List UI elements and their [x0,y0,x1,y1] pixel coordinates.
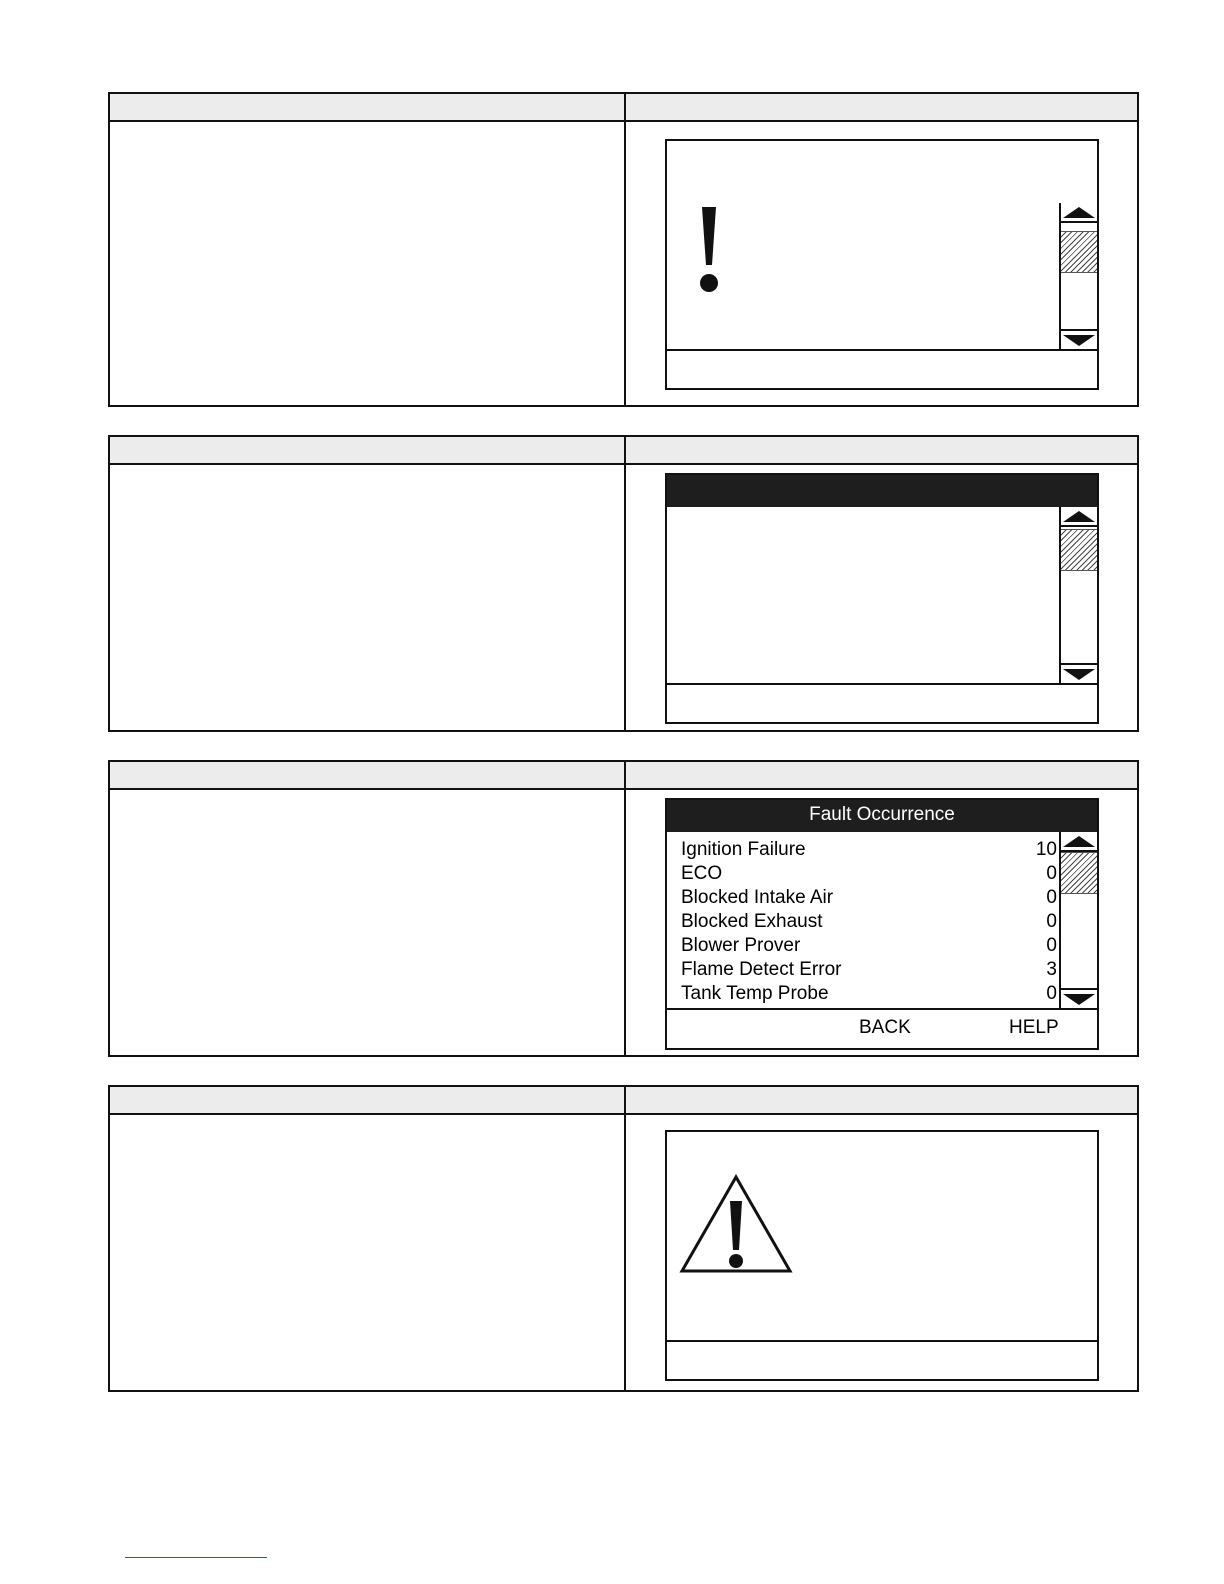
fault-name: Ignition Failure [681,839,806,860]
fault-row[interactable] [681,910,1057,934]
scroll-up-button[interactable] [1061,832,1097,852]
softkey-bar-divider [667,683,1097,685]
scroll-thumb[interactable] [1061,852,1097,894]
screen-title: Fault Occurrence [667,800,1097,832]
fault-count: 0 [1046,863,1057,884]
scroll-down-button[interactable] [1061,988,1097,1008]
column-divider [624,437,626,730]
scroll-thumb[interactable] [1061,529,1097,571]
screen-title-bar [667,475,1097,507]
scrollbar[interactable] [1059,507,1097,683]
footer-link-underline[interactable] [125,1557,267,1558]
warning-triangle-icon [679,1174,793,1274]
section-2 [108,435,1139,732]
fault-count: 3 [1046,959,1057,980]
fault-count: 0 [1046,887,1057,908]
fault-name: Blocked Intake Air [681,887,834,908]
fault-name: ECO [681,863,723,884]
arrow-up-icon [1063,511,1095,522]
softkey-bar-divider [667,1340,1097,1342]
scroll-up-button[interactable] [1061,203,1097,223]
scroll-down-button[interactable] [1061,329,1097,349]
softkey-bar-divider [667,349,1097,351]
section-4 [108,1085,1139,1392]
fault-name: Tank Temp Probe [681,983,829,1004]
fault-row[interactable] [681,838,1057,862]
arrow-up-icon [1063,836,1095,847]
back-button[interactable]: BACK [859,1017,911,1038]
display-screen-fault-occurrence [665,798,1099,1050]
display-screen-menu [665,473,1099,724]
arrow-down-icon [1063,669,1095,680]
column-divider [624,762,626,1055]
section-3 [108,760,1139,1057]
arrow-down-icon [1063,994,1095,1005]
fault-count: 0 [1046,983,1057,1004]
exclamation-icon [697,205,721,295]
column-divider [624,94,626,405]
help-button[interactable]: HELP [1009,1017,1059,1038]
section-1 [108,92,1139,407]
scrollbar[interactable] [1059,832,1097,1008]
fault-name: Blower Prover [681,935,801,956]
column-divider [624,1087,626,1390]
fault-row[interactable] [681,982,1057,1006]
fault-count: 0 [1046,911,1057,932]
fault-name: Flame Detect Error [681,959,842,980]
display-screen-notice [665,139,1099,390]
scrollbar[interactable] [1059,203,1097,349]
display-screen-warning [665,1130,1099,1381]
fault-row[interactable] [681,862,1057,886]
scroll-up-button[interactable] [1061,507,1097,527]
softkey-bar-divider [667,1008,1097,1010]
arrow-down-icon [1063,335,1095,346]
fault-row[interactable] [681,958,1057,982]
fault-row[interactable] [681,934,1057,958]
scroll-thumb[interactable] [1061,231,1097,273]
fault-count: 0 [1046,935,1057,956]
scroll-down-button[interactable] [1061,663,1097,683]
fault-list [681,838,1057,1006]
arrow-up-icon [1063,207,1095,218]
fault-row[interactable] [681,886,1057,910]
fault-name: Blocked Exhaust [681,911,823,932]
fault-count: 10 [1035,839,1057,860]
